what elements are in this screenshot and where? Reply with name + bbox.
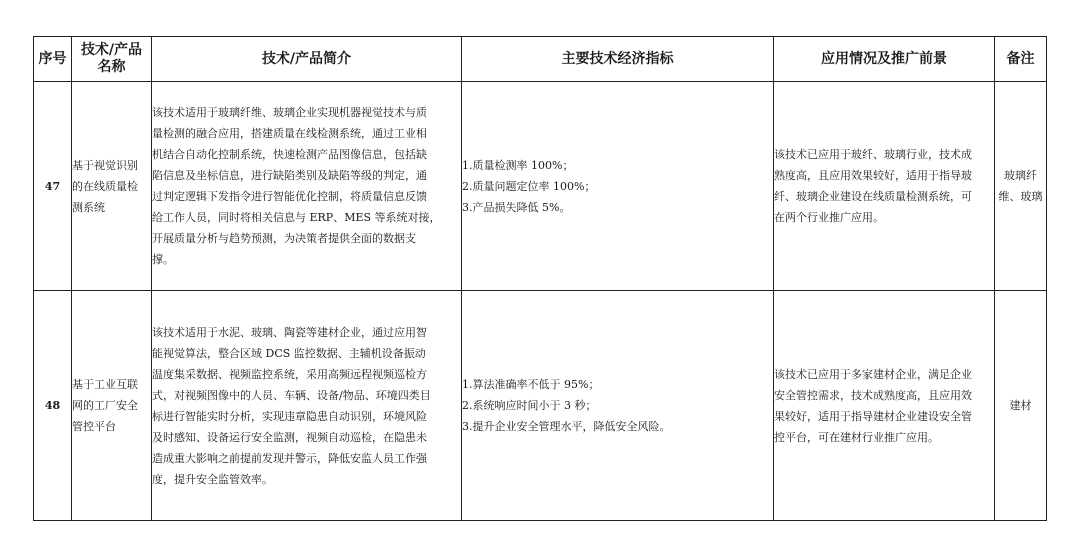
application-prospect bbox=[774, 82, 995, 291]
text-line: 该技术适用于玻璃纤维、玻璃企业实现机器视觉技术与质 bbox=[152, 106, 427, 119]
text-line: 网的工厂安全 bbox=[72, 399, 138, 412]
text-line: 度，提升安全监管效率。 bbox=[152, 472, 273, 486]
text-line: 熟度高，且应用效果较好，适用于指导玻 bbox=[774, 169, 972, 182]
text-line: 在两个行业推广应用。 bbox=[774, 211, 884, 224]
text-line: 能视觉算法，整合区域 DCS 监控数据、主辅机设备振动 bbox=[152, 346, 426, 360]
text-line: 3.提升企业安全管理水平，降低安全风险。 bbox=[462, 420, 671, 433]
text-line: 基于工业互联 bbox=[72, 378, 138, 391]
row-number: 47 bbox=[34, 82, 72, 291]
header-indicators: 主要技术经济指标 bbox=[462, 37, 774, 82]
text-line: 玻璃纤 bbox=[1004, 169, 1037, 182]
header-name-line: 名称 bbox=[97, 59, 126, 75]
indicators bbox=[462, 291, 774, 521]
text-line: 及时感知、设备运行安全监测，视频自动巡检，在隐患未 bbox=[152, 430, 427, 444]
table-row bbox=[34, 82, 1047, 291]
header-description: 技术/产品简介 bbox=[152, 37, 462, 82]
text-line: 建材 bbox=[1009, 399, 1032, 412]
text-line: 开展质量分析与趋势预测，为决策者提供全面的数据支 bbox=[152, 232, 416, 245]
text-line: 纤、玻璃企业建设在线质量检测系统，可 bbox=[774, 190, 972, 203]
text-line: 量检测的融合应用，搭建质量在线检测系统，通过工业相 bbox=[152, 127, 427, 140]
text-line: 果较好，适用于指导建材企业建设安全管 bbox=[774, 409, 972, 423]
text-line: 安全管控需求，技术成熟度高，且应用效 bbox=[774, 388, 972, 402]
product-description bbox=[152, 82, 462, 291]
note bbox=[995, 82, 1047, 291]
text-line: 1.质量检测率 100%； bbox=[462, 158, 574, 172]
text-line: 2.系统响应时间小于 3 秒； bbox=[462, 399, 597, 412]
text-line: 造成重大影响之前提前发现并警示，降低安监人员工作强 bbox=[152, 451, 427, 465]
text-line: 温度集采数据、视频监控系统，采用高频远程视频巡检方 bbox=[152, 367, 427, 381]
text-line: 1.算法准确率不低于 95%； bbox=[462, 378, 600, 391]
product-description bbox=[152, 291, 462, 521]
text-line: 维、玻璃 bbox=[998, 190, 1043, 203]
text-line: 陷信息及坐标信息，进行缺陷类别及缺陷等级的判定，通 bbox=[152, 169, 427, 182]
text-line: 基于视觉识别 bbox=[72, 158, 138, 172]
technology-table bbox=[33, 36, 1047, 521]
text-line: 该技术已应用于多家建材企业，满足企业 bbox=[774, 367, 972, 381]
application-prospect bbox=[774, 291, 995, 521]
text-line: 标进行智能实时分析，实现违章隐患自动识别，环境风险 bbox=[152, 409, 427, 423]
header-name-line: 技术/产品 bbox=[80, 42, 143, 58]
header-note: 备注 bbox=[995, 37, 1047, 82]
note bbox=[995, 291, 1047, 521]
text-line: 该技术已应用于玻纤、玻璃行业，技术成 bbox=[774, 148, 972, 161]
text-line: 管控平台 bbox=[72, 420, 116, 433]
text-line: 机结合自动化控制系统，快速检测产品图像信息，包括缺 bbox=[152, 148, 427, 161]
text-line: 过判定逻辑下发指令进行智能优化控制，将质量信息反馈 bbox=[152, 190, 427, 203]
text-line: 的在线质量检 bbox=[72, 179, 138, 193]
text-line: 测系统 bbox=[72, 200, 105, 214]
text-line: 给工作人员，同时将相关信息与 ERP、MES 等系统对接， bbox=[152, 211, 441, 224]
indicators bbox=[462, 82, 774, 291]
header-name bbox=[72, 37, 152, 82]
product-name bbox=[72, 82, 152, 291]
text-line: 3.产品损失降低 5%。 bbox=[462, 200, 571, 214]
table-row bbox=[34, 291, 1047, 521]
header-no: 序号 bbox=[34, 37, 72, 82]
text-line: 该技术适用于水泥、玻璃、陶瓷等建材企业，通过应用智 bbox=[152, 325, 427, 339]
text-line: 控平台，可在建材行业推广应用。 bbox=[774, 430, 939, 444]
table-header-row bbox=[34, 37, 1047, 82]
text-line: 2.质量问题定位率 100%； bbox=[462, 179, 596, 193]
product-name bbox=[72, 291, 152, 521]
text-line: 式，对视频图像中的人员、车辆、设备/物品、环境四类目 bbox=[152, 388, 431, 402]
row-number: 48 bbox=[34, 291, 72, 521]
text-line: 撑。 bbox=[152, 253, 174, 266]
header-application: 应用情况及推广前景 bbox=[774, 37, 995, 82]
